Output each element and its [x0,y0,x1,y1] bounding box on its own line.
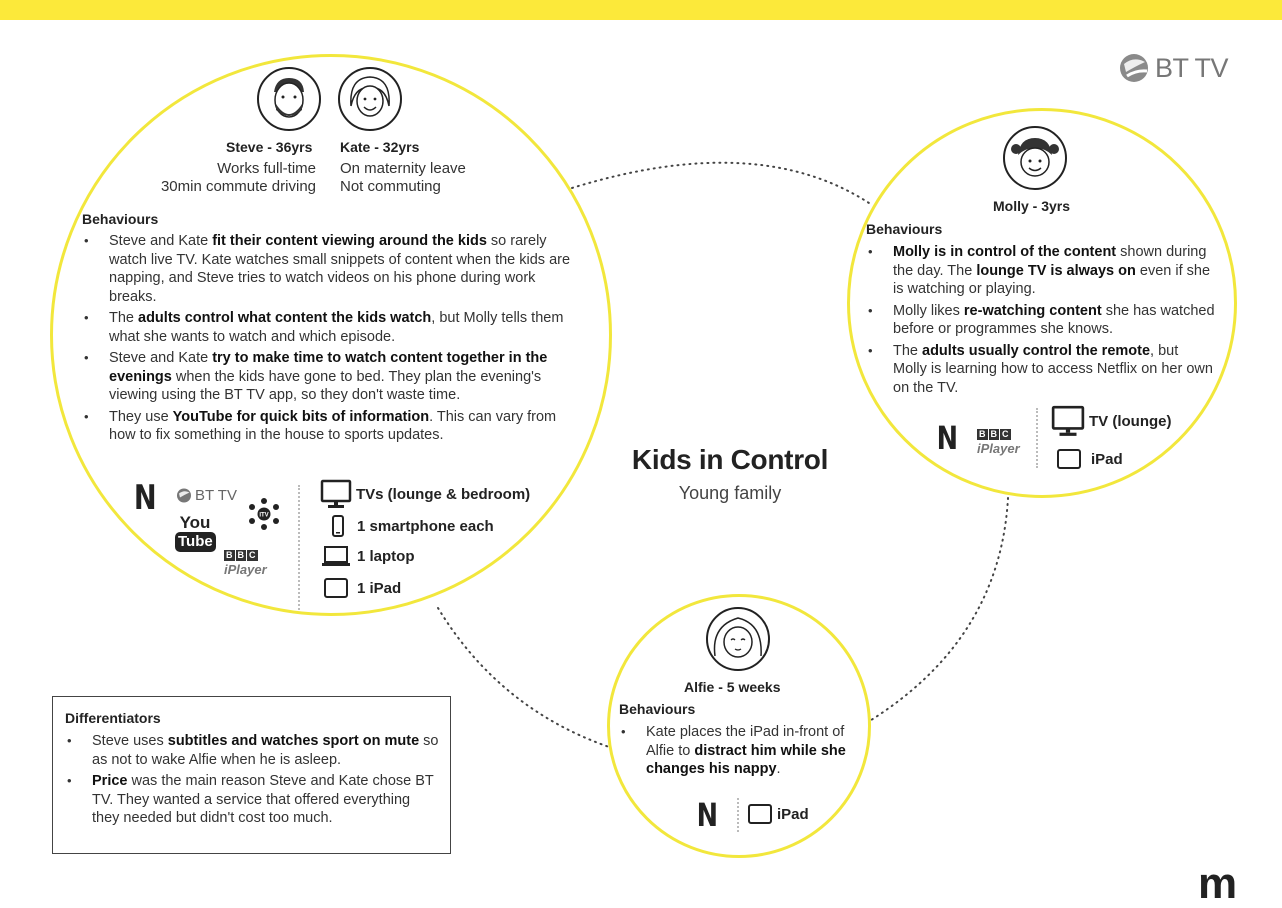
smartphone-icon [331,515,345,537]
device-row [320,478,530,510]
netflix-logo: N [696,796,719,834]
bttv-logo [176,487,237,504]
device-label: 1 laptop [357,547,415,565]
kate-details [340,160,540,196]
parents-behaviours-heading: Behaviours [82,211,159,227]
youtube-logo-top: You [179,513,211,532]
connector-molly-alfie [868,498,1008,722]
parents-behaviour-item: • Steve and Kate try to make time to watch content together in the evenings when the kids have gone to bed. They plan the evening's viewing using the BT TV app, so they don't waste time. [82,349,582,405]
itv-hub-icon [246,497,282,531]
alfie-name: Alfie - 5 weeks [684,679,781,695]
page-subtitle: Young family [678,483,782,503]
differentiator-item: • Steve uses subtitles and watches sport on mute so as not to wake Alfie when he is asleep. [65,732,440,769]
parents-behaviours-list [82,232,582,448]
alfie-behaviours-heading: Behaviours [619,701,696,717]
device-label: 1 smartphone each [357,517,494,535]
device-label: 1 iPad [357,579,402,597]
device-label: iPad [777,805,809,823]
molly-behaviours-list [866,243,1216,400]
differentiator-item: • Price was the main reason Steve and Kate chose BT TV. They wanted a service that offered everything they needed but didn't cost too much. [65,772,440,828]
differentiators-list [65,732,440,831]
molly-avatar-icon [1002,125,1068,191]
device-row [321,545,415,567]
connector-parents-alfie [438,608,612,748]
parents-behaviour-item: • They use YouTube for quick bits of information. This can vary from how to fix something in the house to sports updates. [82,408,582,445]
services-devices-divider [298,485,300,610]
device-label: TV (lounge) [1089,412,1172,430]
netflix-logo: N [133,478,157,518]
alfie-behaviour-item: • Kate places the iPad in-front of Alfie to distract him while she changes his nappy. [619,723,859,779]
alfie-avatar-icon [705,606,771,672]
tv-icon [320,478,352,510]
steve-commute: 30min commute driving [160,178,316,195]
device-row [1056,448,1123,470]
services-devices-divider [737,798,739,832]
molly-behaviour-item: • Molly is in control of the content shown during the day. The lounge TV is always on even if she is watching or playing. [866,243,1216,299]
device-row [331,515,494,537]
parents-behaviour-item: • Steve and Kate fit their content viewing around the kids so rarely watch live TV. Kate watches small snippets of content when the kids are napping, and Steve tries to watch videos on his phone during work breaks. [82,232,582,306]
steve-details [120,160,316,196]
svg-text:ITV: ITV [259,512,269,519]
tablet-icon [323,577,349,599]
youtube-logo [175,514,215,552]
steve-job: Works full-time [217,160,316,177]
youtube-logo-bottom: Tube [175,532,216,552]
connector-parents-molly [572,163,872,205]
differentiators-box [52,696,451,854]
device-label: TVs (lounge & bedroom) [356,485,531,503]
bbc-iplayer-logo: B B C iPlayer [224,550,267,577]
alfie-behaviours-list [619,723,859,782]
bttv-logo-text: BT TV [195,487,237,504]
steve-name: Steve - 36yrs [226,139,313,155]
brand-name: BT TV [1155,52,1229,83]
netflix-logo: N [936,419,959,457]
corner-brand-mark: m [1198,859,1238,908]
kate-status: On maternity leave [340,160,466,177]
tv-icon [1051,404,1085,438]
page-title-block [600,444,860,504]
device-row [747,803,809,825]
device-row [323,577,401,599]
differentiators-heading: Differentiators [65,710,161,726]
page-title: Kids in Control [631,444,829,475]
device-label: iPad [1091,450,1123,468]
molly-name: Molly - 3yrs [993,198,1071,214]
molly-behaviours-heading: Behaviours [866,221,943,237]
steve-avatar-icon [256,66,322,132]
device-row [1051,404,1172,438]
services-devices-divider [1036,408,1038,468]
bbc-iplayer-logo: B B C iPlayer [977,429,1020,456]
brand-logo [1118,52,1228,84]
iplayer-text: iPlayer [224,562,267,577]
kate-commute: Not commuting [340,178,441,195]
tablet-icon [1056,448,1082,470]
parents-behaviour-item: • The adults control what content the kids watch, but Molly tells them what she wants to watch and which episode. [82,309,582,346]
kate-name: Kate - 32yrs [340,139,420,155]
iplayer-text: iPlayer [977,441,1020,456]
bt-globe-icon [176,487,193,504]
kate-avatar-icon [337,66,403,132]
tablet-icon [747,803,773,825]
molly-behaviour-item: • Molly likes re-watching content she has watched before or programmes she knows. [866,302,1216,339]
molly-behaviour-item: • The adults usually control the remote, but Molly is learning how to access Netflix on her own on the TV. [866,342,1216,398]
bt-globe-icon [1118,52,1152,84]
laptop-icon [321,545,351,567]
